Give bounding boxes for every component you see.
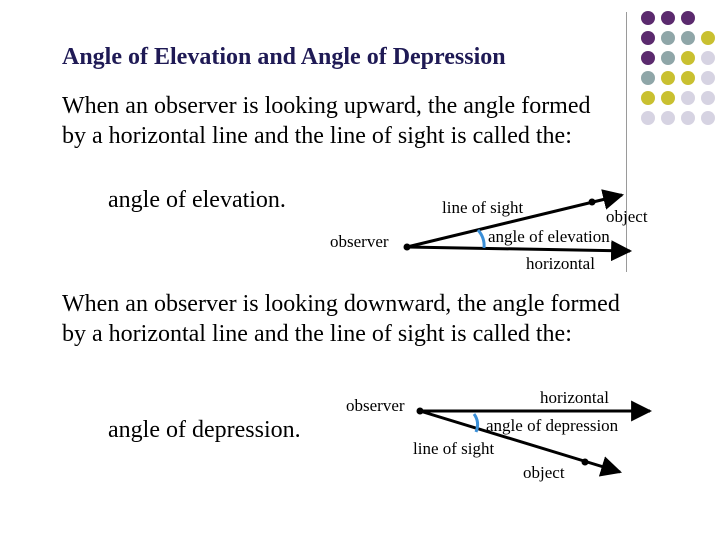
depression-observer-dot <box>417 408 424 415</box>
elevation-definition-line-1: When an observer is looking upward, the angle formed <box>62 93 591 119</box>
elevation-observer-label: observer <box>330 232 389 251</box>
depression-line-of-sight-label: line of sight <box>413 439 495 458</box>
term-angle-of-elevation: angle of elevation. <box>108 187 286 213</box>
depression-diagram <box>346 388 650 482</box>
elevation-object-label: object <box>606 207 648 226</box>
depression-observer-label: observer <box>346 396 405 415</box>
elevation-diagram <box>330 195 648 273</box>
term-angle-of-depression: angle of depression. <box>108 417 301 443</box>
depression-object-dot <box>582 459 589 466</box>
depression-object-label: object <box>523 463 565 482</box>
slide-title: Angle of Elevation and Angle of Depression <box>62 44 506 70</box>
depression-horizontal-label: horizontal <box>540 388 609 407</box>
depression-definition-line-1: When an observer is looking downward, the angle formed <box>62 291 620 317</box>
elevation-observer-dot <box>404 244 411 251</box>
depression-angle-label: angle of depression <box>486 416 619 435</box>
elevation-angle-arc <box>478 230 484 248</box>
elevation-horizontal-line <box>407 247 630 251</box>
elevation-definition-line-2: by a horizontal line and the line of sight is called the: <box>62 123 572 149</box>
elevation-object-dot <box>589 199 596 206</box>
elevation-line-of-sight-label: line of sight <box>442 198 524 217</box>
depression-definition-line-2: by a horizontal line and the line of sight is called the: <box>62 321 572 347</box>
depression-angle-arc <box>474 414 478 432</box>
elevation-horizontal-label: horizontal <box>526 254 595 273</box>
elevation-angle-label: angle of elevation <box>488 227 610 246</box>
